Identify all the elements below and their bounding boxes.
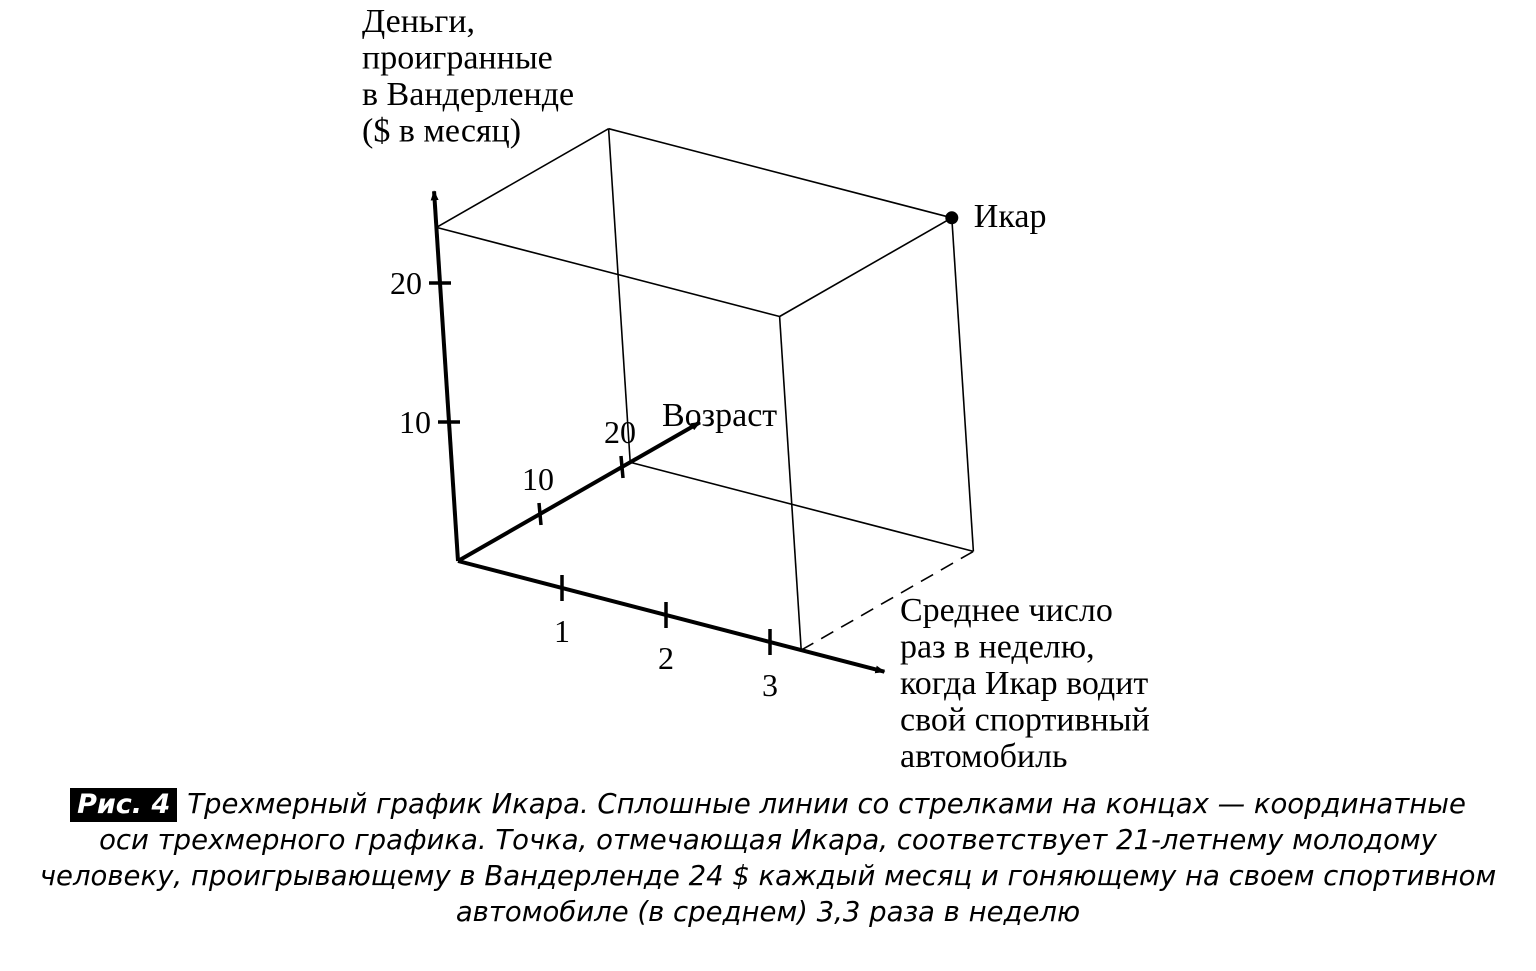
y-axis-label	[362, 3, 574, 150]
z-axis-label	[662, 397, 777, 434]
x-tick-label: 2	[658, 640, 674, 676]
x-axis-label-line: автомобиль	[900, 738, 1068, 775]
z-axis	[458, 422, 700, 561]
guide-box	[436, 129, 973, 650]
caption-line-4: автомобиле (в среднем) 3,3 раза в неделю	[455, 896, 1081, 928]
x-axis-label-line: Среднее число	[900, 592, 1113, 629]
y-tick-label: 10	[399, 404, 431, 440]
axis-labels	[362, 3, 1150, 775]
box-edge-right-vertical	[952, 218, 974, 552]
figure-badge: Рис. 4	[70, 788, 177, 822]
point-label-icarus: Икар	[973, 197, 1047, 235]
data-points	[945, 198, 1046, 235]
y-axis	[434, 191, 458, 561]
ticks	[390, 265, 778, 703]
caption-text-1: Трехмерный график Икара. Сплошные линии со стрелками на концах — координатные	[187, 788, 1466, 820]
x-axis-label-line: свой спортивный	[900, 701, 1150, 739]
z-tick-mark	[621, 456, 623, 478]
y-tick-label: 20	[390, 265, 422, 301]
y-axis-label-line: Деньги,	[362, 3, 476, 40]
caption-line-3: человеку, проигрывающему в Вандерленде 24 $ каждый месяц и гоняющему на своем спортивном	[39, 860, 1497, 892]
box-edge-top-front	[436, 227, 779, 316]
z-axis-label-line: Возраст	[662, 397, 778, 434]
x-tick-label: 1	[554, 613, 570, 649]
caption-line-1	[0, 786, 1536, 822]
z-tick-label: 10	[522, 461, 554, 497]
box-edge-floor-back	[630, 462, 973, 551]
point-icarus	[945, 211, 958, 224]
box-edge-back-vertical	[609, 129, 631, 463]
y-axis-label-line: ($ в месяц)	[362, 112, 522, 150]
y-axis-label-line: в Вандерленде	[362, 76, 575, 113]
x-tick-label: 3	[762, 667, 778, 703]
axes	[434, 191, 884, 671]
caption-line-2: оси трехмерного графика. Точка, отмечающая Икара, соответствует 21-летнему молодому	[99, 824, 1437, 856]
z-tick-mark	[539, 503, 541, 525]
box-edge-top-right	[780, 218, 952, 317]
z-tick-label: 20	[604, 414, 636, 450]
x-axis-label-line: раз в неделю,	[900, 628, 1095, 666]
figure-caption	[0, 786, 1536, 930]
x-axis-label-line: когда Икар водит	[900, 665, 1149, 702]
box-edge-top-back	[609, 129, 952, 218]
y-axis-label-line: проигранные	[362, 39, 553, 77]
box-edge-front-vertical	[780, 317, 802, 651]
x-axis-label	[900, 592, 1150, 775]
